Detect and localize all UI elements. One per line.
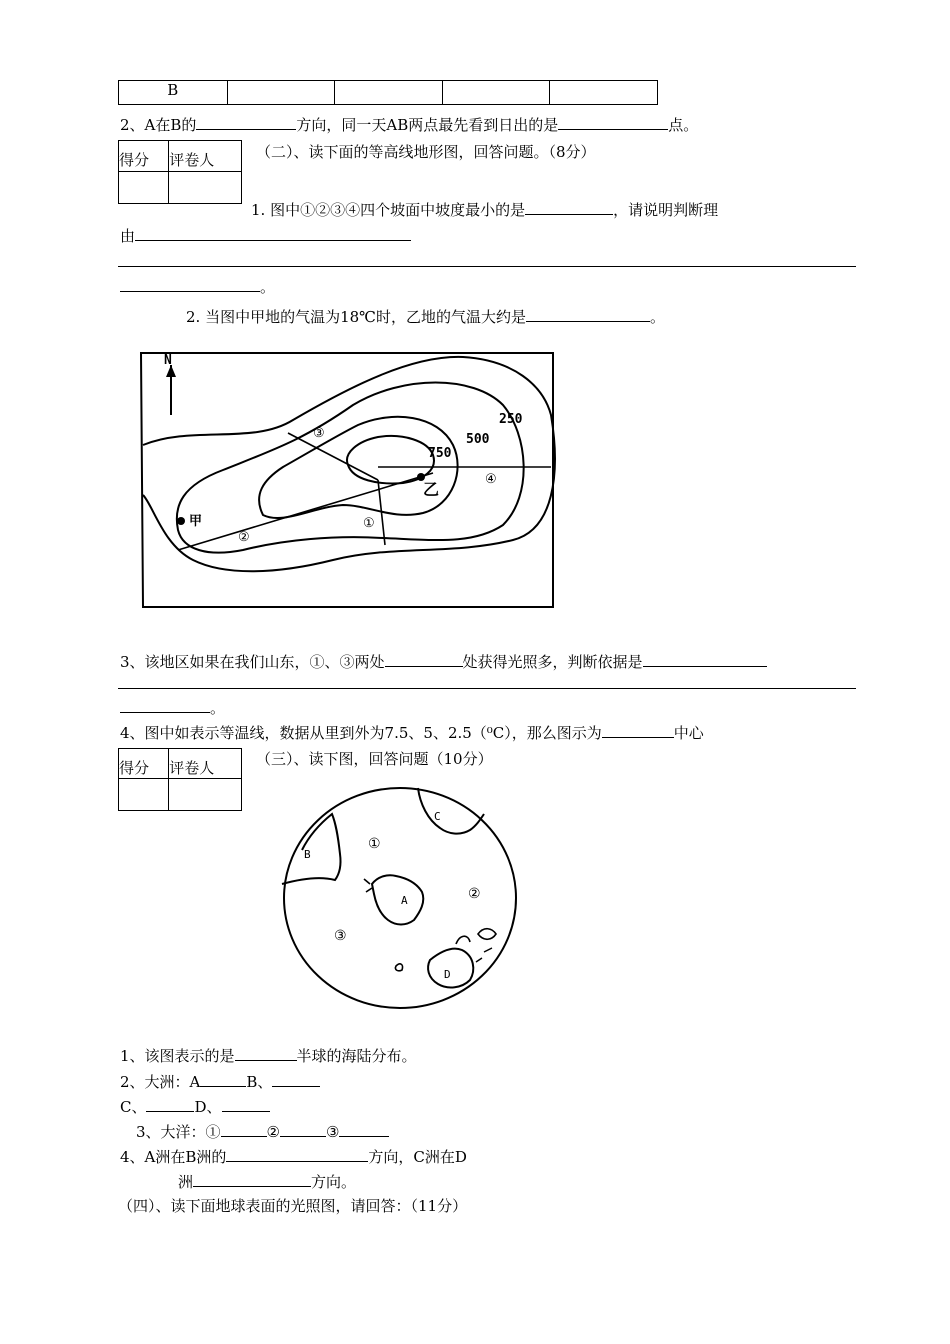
answer-blank[interactable] <box>146 1097 194 1112</box>
grader-label: 评卷人 <box>169 749 242 779</box>
score-field[interactable] <box>119 172 169 204</box>
label-continent-b: B <box>304 848 311 861</box>
answer-blank[interactable] <box>226 1147 368 1162</box>
question-text: 。 <box>260 278 276 296</box>
answer-blank[interactable] <box>272 1072 320 1087</box>
question-text: ② <box>266 1123 280 1141</box>
label-continent-d: D <box>444 968 451 981</box>
section-3-question-3 <box>136 1122 389 1141</box>
grader-field[interactable] <box>169 172 242 204</box>
answer-blank[interactable] <box>643 652 767 667</box>
section-3-question-2b <box>120 1097 270 1116</box>
question-3-line-end <box>120 698 225 717</box>
continent-c <box>418 788 484 834</box>
answer-line[interactable] <box>118 688 856 689</box>
north-label: N <box>164 353 172 368</box>
question-3 <box>120 652 767 671</box>
top-table-cell-b: B <box>119 81 228 105</box>
label-750: 750 <box>428 446 452 461</box>
answer-blank[interactable] <box>120 698 210 713</box>
label-ocean-3: ③ <box>334 928 347 944</box>
section-3-title: （三）、读下图，回答问题（10分） <box>256 750 493 768</box>
answer-blank[interactable] <box>602 723 674 738</box>
label-slope-1: ① <box>363 516 375 531</box>
question-text: 1. 图中①②③④四个坡面中坡度最小的是 <box>251 201 526 219</box>
label-yi: 乙 <box>423 480 440 499</box>
answer-blank[interactable] <box>120 277 260 292</box>
answer-blank[interactable] <box>558 115 668 130</box>
top-table-cell <box>227 81 335 105</box>
answer-line[interactable] <box>118 266 856 267</box>
top-table-cell <box>335 81 443 105</box>
island <box>476 948 492 962</box>
question-text: 2、大洲：A <box>120 1073 201 1091</box>
question-1-line-end <box>120 277 275 296</box>
grader-field[interactable] <box>169 779 242 811</box>
question-text: 点。 <box>668 116 699 134</box>
top-table-cell <box>442 81 550 105</box>
label-continent-c: C <box>434 810 441 823</box>
grader-label: 评卷人 <box>169 141 242 172</box>
continent-a <box>372 875 423 924</box>
question-text: 处获得光照多，判断依据是 <box>462 653 643 671</box>
question-1-line-2 <box>120 226 411 245</box>
label-jia: 甲 <box>189 514 203 529</box>
island <box>478 929 496 940</box>
question-text: 1、该图表示的是 <box>120 1047 235 1065</box>
continent-d-peninsula <box>456 936 470 944</box>
answer-blank[interactable] <box>222 1097 270 1112</box>
score-box <box>118 140 242 204</box>
label-continent-a: A <box>401 894 408 907</box>
section-3-question-4b <box>178 1172 356 1191</box>
question-text: 3、该地区如果在我们山东，①、③两处 <box>120 653 385 671</box>
question-text: 3、大洋：① <box>136 1123 221 1141</box>
question-text: 方向，同一天AB两点最先看到日出的是 <box>296 116 559 134</box>
score-label: 得分 <box>119 141 169 172</box>
question-text: 洲 <box>178 1173 194 1191</box>
question-text: 由 <box>120 227 136 245</box>
question-2 <box>186 307 665 326</box>
island <box>395 964 402 971</box>
question-ab-direction <box>120 115 698 134</box>
point-jia-marker <box>177 517 185 525</box>
answer-blank[interactable] <box>196 115 296 130</box>
answer-blank[interactable] <box>135 226 411 241</box>
score-field[interactable] <box>119 779 169 811</box>
question-text: C、 <box>120 1098 147 1116</box>
label-slope-3: ③ <box>313 426 325 441</box>
question-text: D、 <box>194 1098 222 1116</box>
question-text: B、 <box>246 1073 273 1091</box>
question-text: 方向，C洲在D <box>368 1148 467 1166</box>
question-text: 中心 <box>673 724 704 742</box>
label-ocean-2: ② <box>468 886 481 902</box>
section-4-title: （四）、读下面地球表面的光照图，请回答：（11分） <box>118 1197 468 1215</box>
label-slope-2: ② <box>238 530 250 545</box>
section-3-question-1 <box>120 1046 417 1065</box>
label-slope-4: ④ <box>485 472 497 487</box>
label-ocean-1: ① <box>368 836 381 852</box>
section-2-title: （二）、读下面的等高线地形图，回答问题。（8分） <box>256 143 596 161</box>
answer-blank[interactable] <box>235 1046 297 1061</box>
answer-blank[interactable] <box>193 1172 311 1187</box>
answer-blank[interactable] <box>280 1122 326 1137</box>
contour-map <box>133 345 561 611</box>
question-text: 。 <box>649 308 665 326</box>
answer-blank[interactable] <box>339 1122 389 1137</box>
answer-blank[interactable] <box>385 652 463 667</box>
polar-map <box>280 784 524 1012</box>
question-text: 半球的海陆分布。 <box>296 1047 417 1065</box>
question-text: 方向。 <box>311 1173 357 1191</box>
question-1-line-1 <box>251 200 718 219</box>
label-250: 250 <box>499 412 523 427</box>
top-table-cell <box>550 81 658 105</box>
question-text: 4、A洲在B洲的 <box>120 1148 227 1166</box>
question-text: 4、图中如表示等温线，数据从里到外为7.5、5、2.5（⁰C），那么图示为 <box>120 724 602 742</box>
answer-blank[interactable] <box>221 1122 267 1137</box>
continent-d <box>428 949 473 988</box>
answer-blank[interactable] <box>200 1072 246 1087</box>
label-500: 500 <box>466 432 490 447</box>
hemisphere-outline <box>284 788 516 1008</box>
question-text: ，请说明判断理 <box>613 201 719 219</box>
question-text: ③ <box>326 1123 340 1141</box>
question-text: 2. 当图中甲地的气温为18℃时，乙地的气温大约是 <box>186 308 526 326</box>
answer-blank[interactable] <box>526 307 650 322</box>
top-answer-table <box>118 80 658 105</box>
score-box <box>118 748 242 811</box>
answer-blank[interactable] <box>525 200 613 215</box>
section-3-question-4 <box>120 1147 467 1166</box>
continent-a-peninsula <box>364 879 372 892</box>
question-text: 。 <box>210 699 226 717</box>
question-4 <box>120 723 704 742</box>
question-text: 2、A在B的 <box>120 116 197 134</box>
continent-b <box>282 814 341 884</box>
section-3-question-2 <box>120 1072 320 1091</box>
score-label: 得分 <box>119 749 169 779</box>
